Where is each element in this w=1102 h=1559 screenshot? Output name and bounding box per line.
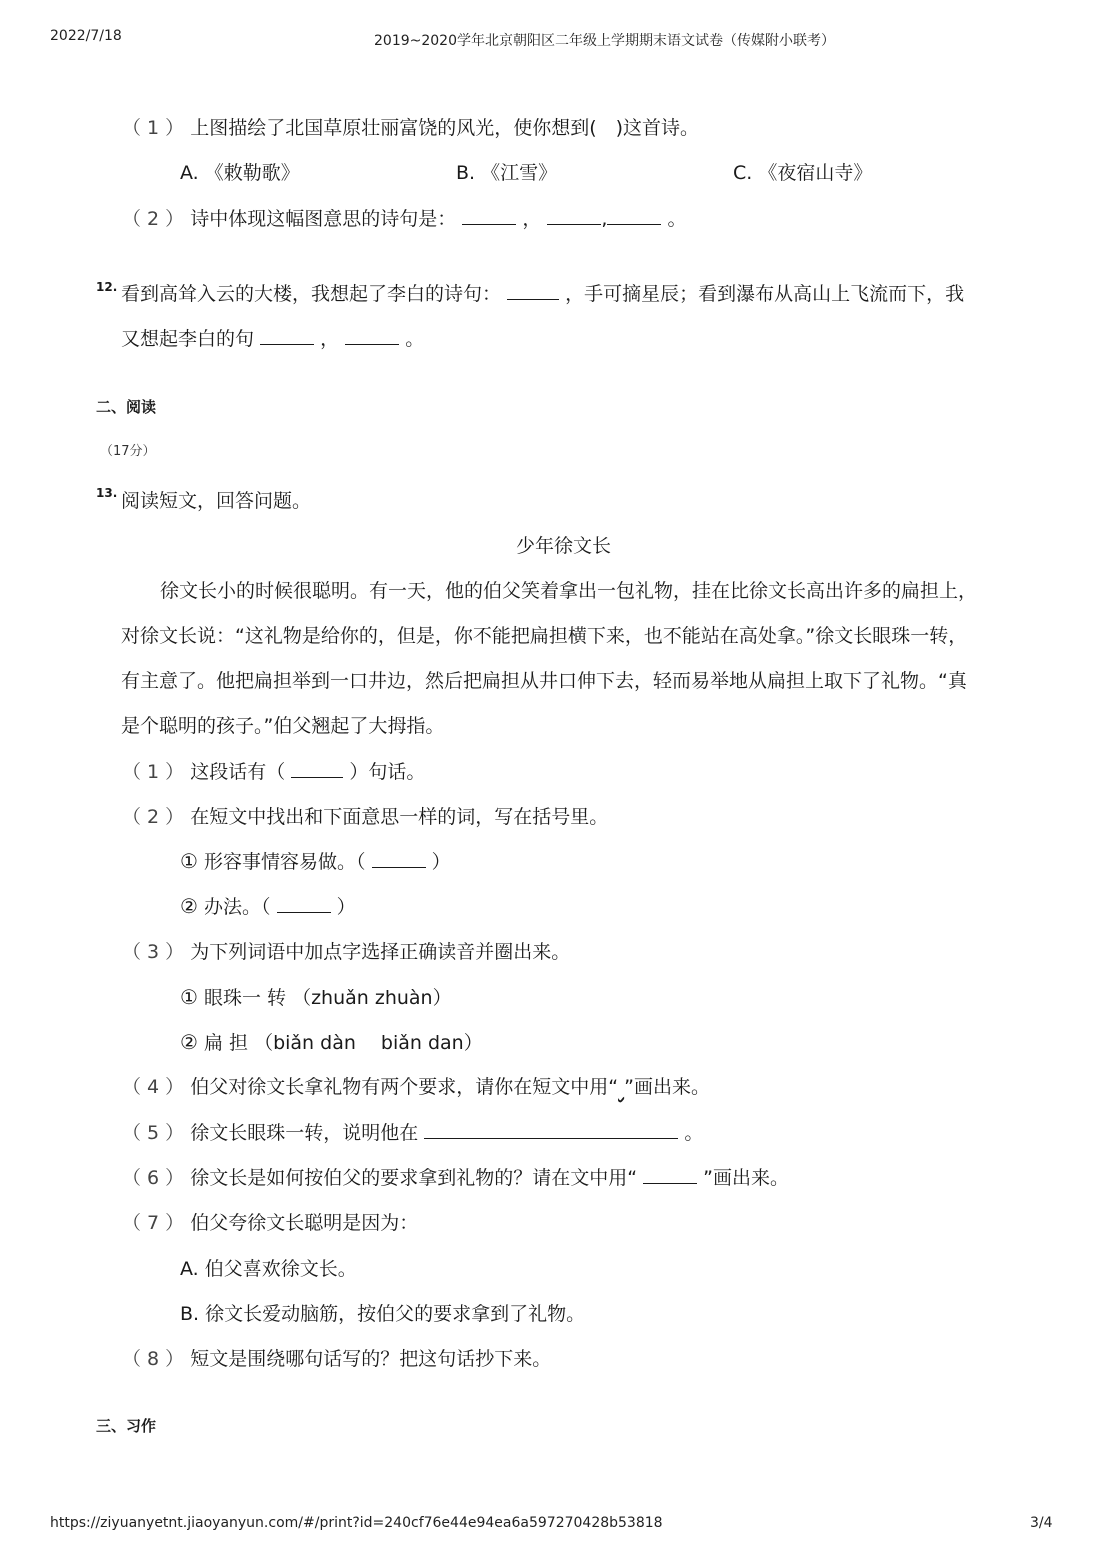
q13-part3-item1 — [180, 984, 452, 1011]
q13-part6 — [122, 1165, 789, 1191]
q13-part2-item2 — [180, 893, 356, 920]
part-text: 在短文中找出和下面意思一样的词，写在括号里。 — [190, 806, 609, 828]
q13-part3 — [122, 939, 570, 965]
part-text: 为下列词语中加点字选择正确读音并圈出来。 — [190, 941, 571, 963]
q11-part2 — [122, 206, 687, 232]
q12-text-a: 看到高耸入云的大楼，我想起了李白的诗句： — [121, 283, 502, 305]
q12-text-c: 又想起李白的句 — [121, 328, 255, 350]
passage-line: 徐文长小的时候很聪明。有一天，他的伯父笑着拿出一包礼物，挂在比徐文长高出许多的扁担上， — [160, 580, 978, 602]
answer-blank[interactable] — [291, 759, 343, 778]
answer-blank[interactable] — [462, 206, 516, 225]
answer-blank[interactable] — [507, 281, 559, 300]
part-number: （ 5 ） — [122, 1122, 185, 1144]
q11-part1-number: （ 1 ） — [122, 117, 185, 139]
q12-line2 — [121, 326, 424, 352]
item-text: 办法。（ — [203, 896, 271, 918]
section-title: 二、阅读 — [96, 398, 157, 416]
part-text: 伯父对徐文长拿礼物有两个要求，请你在短文中用“ — [190, 1076, 619, 1098]
part-text: 徐文长是如何按伯父的要求拿到礼物的？请在文中用“ — [190, 1167, 638, 1189]
q12-text-b: ，手可摘星辰；看到瀑布从高山上飞流而下，我 — [565, 283, 965, 305]
comma: ， — [320, 328, 340, 350]
answer-blank[interactable] — [345, 326, 399, 345]
answer-blank[interactable] — [277, 894, 331, 913]
passage-title: 少年徐文长 — [516, 535, 612, 557]
q12-line1 — [121, 281, 964, 307]
q11-part2-number: （ 2 ） — [122, 208, 185, 230]
q13-part4 — [122, 1074, 710, 1100]
answer-blank[interactable] — [260, 326, 314, 345]
item-text: ） — [431, 851, 451, 873]
answer-blank[interactable] — [607, 206, 661, 225]
q13-part1 — [122, 759, 425, 785]
q13-part3-item2 — [180, 1029, 483, 1056]
q13-part5 — [122, 1120, 703, 1146]
section-title: 三、习作 — [96, 1417, 157, 1435]
q11-part1-text: 上图描绘了北国草原壮丽富饶的风光，使你想到( )这首诗。 — [190, 117, 700, 139]
underline-mark — [643, 1165, 697, 1184]
part-text: 伯父夸徐文长聪明是因为： — [190, 1212, 419, 1234]
part-text: ）句话。 — [349, 761, 426, 783]
part-text: 。 — [684, 1122, 704, 1144]
answer-blank[interactable] — [547, 206, 601, 225]
footer-url[interactable]: https://ziyuanyetnt.jiaoyanyun.com/#/print?id=240cf76e44e94ea6a597270428b53818 — [50, 1515, 663, 1531]
page-number: 3/4 — [1030, 1515, 1053, 1531]
q13-part8 — [122, 1346, 551, 1372]
q13-part7-option-b[interactable]: B. 徐文长爱动脑筋，按伯父的要求拿到了礼物。 — [180, 1303, 586, 1325]
passage-line: 有主意了。他把扁担举到一口井边，然后把扁担从井口伸下去，轻而易举地从扁担上取下了礼物。“真 — [121, 670, 967, 692]
pinyin-choice[interactable]: 眼珠一 转 （zhuǎn zhuàn） — [203, 987, 452, 1009]
part-number: （ 8 ） — [122, 1348, 185, 1370]
part-text: 徐文长眼珠一转，说明他在 — [190, 1122, 419, 1144]
part-text: 短文是围绕哪句话写的？把这句话抄下来。 — [190, 1348, 552, 1370]
answer-blank[interactable] — [424, 1120, 678, 1139]
q13-intro: 阅读短文，回答问题。 — [121, 490, 312, 512]
comma: , — [601, 208, 608, 230]
q13-part7 — [122, 1210, 418, 1236]
answer-blank[interactable] — [372, 849, 426, 868]
q13-part7-option-a[interactable]: A. 伯父喜欢徐文长。 — [180, 1258, 357, 1280]
part-number: （ 6 ） — [122, 1167, 185, 1189]
print-date: 2022/7/18 — [50, 28, 122, 44]
q13-part2-item1 — [180, 848, 451, 875]
period: 。 — [405, 328, 425, 350]
part-number: （ 4 ） — [122, 1076, 185, 1098]
q11-option-a[interactable]: A. 《敕勒歌》 — [180, 162, 300, 184]
q11-part2-text: 诗中体现这幅图意思的诗句是： — [190, 208, 457, 230]
circled-number: ① — [180, 985, 198, 1009]
part-text: ”画出来。 — [703, 1167, 790, 1189]
part-number: （ 7 ） — [122, 1212, 185, 1234]
period: 。 — [667, 208, 687, 230]
part-number: （ 1 ） — [122, 761, 185, 783]
item-text: 形容事情容易做。（ — [203, 851, 366, 873]
part-text: ”画出来。 — [624, 1076, 710, 1098]
circled-number: ② — [180, 894, 198, 918]
q11-option-c[interactable]: C. 《夜宿山寺》 — [733, 162, 873, 184]
pinyin-choice[interactable]: 扁 担 （biǎn dàn biǎn dan） — [203, 1032, 483, 1054]
q11-part1 — [122, 115, 699, 141]
passage-line: 是个聪明的孩子。”伯父翘起了大拇指。 — [121, 715, 445, 737]
document-title: 2019~2020学年北京朝阳区二年级上学期期末语文试卷（传媒附小联考） — [374, 33, 835, 49]
part-number: （ 2 ） — [122, 806, 185, 828]
part-number: （ 3 ） — [122, 941, 185, 963]
item-text: ） — [336, 896, 356, 918]
q13-part2 — [122, 804, 608, 830]
section-score: （17分） — [100, 444, 156, 459]
part-text: 这段话有（ — [190, 761, 286, 783]
circled-number: ① — [180, 849, 198, 873]
question-number: 13. — [96, 486, 118, 500]
passage-line: 对徐文长说：“这礼物是给你的，但是，你不能把扁担横下来，也不能站在高处拿。”徐文长眼珠一转， — [121, 625, 968, 647]
q11-option-b[interactable]: B. 《江雪》 — [456, 162, 558, 184]
question-number: 12. — [96, 280, 118, 294]
circled-number: ② — [180, 1030, 198, 1054]
comma: ， — [522, 208, 542, 230]
